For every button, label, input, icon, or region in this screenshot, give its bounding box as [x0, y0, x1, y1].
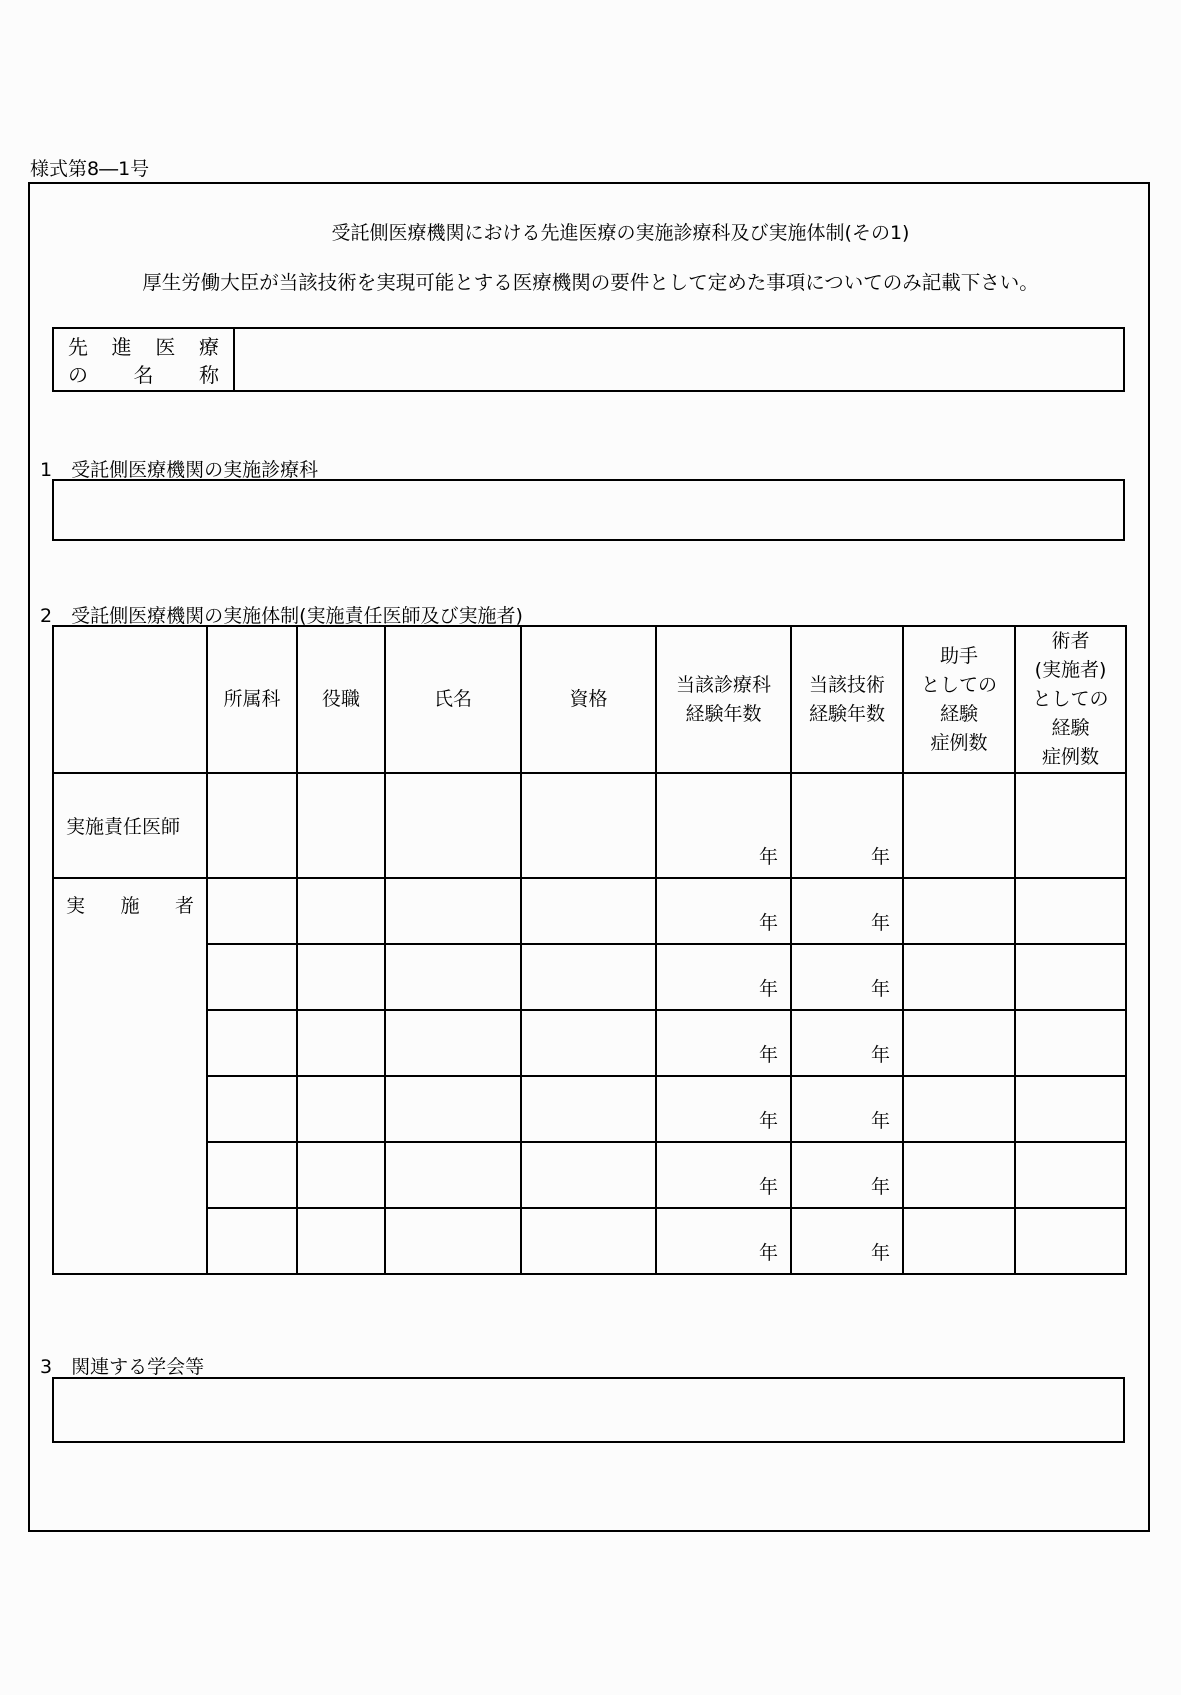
qualification-cell[interactable] — [521, 944, 656, 1010]
qualification-cell[interactable] — [521, 1208, 656, 1274]
related-societies-field[interactable] — [52, 1377, 1125, 1443]
tech-years-cell[interactable]: 年 — [791, 1142, 903, 1208]
qualification-cell[interactable] — [521, 773, 656, 878]
label-char: 名 — [133, 363, 154, 387]
technology-name-field[interactable] — [235, 329, 1123, 390]
technology-name-box — [52, 327, 1125, 392]
table-header-row — [53, 626, 1126, 773]
practitioner-row — [53, 1010, 1126, 1076]
header-dept-years: 当該診療科 経験年数 — [656, 626, 791, 773]
header-position: 役職 — [297, 626, 385, 773]
practitioners-label — [53, 878, 207, 1274]
position-cell[interactable] — [297, 1208, 385, 1274]
position-cell[interactable] — [297, 1076, 385, 1142]
department-cell[interactable] — [207, 1076, 297, 1142]
name-cell[interactable] — [385, 944, 521, 1010]
name-cell[interactable] — [385, 1142, 521, 1208]
header-role — [53, 626, 207, 773]
header-assistant-cases: 助手 としての 経験 症例数 — [903, 626, 1015, 773]
tech-years-cell[interactable]: 年 — [791, 1076, 903, 1142]
practitioner-row — [53, 878, 1126, 944]
assistant-cases-cell[interactable] — [903, 878, 1015, 944]
dept-years-cell[interactable]: 年 — [656, 944, 791, 1010]
lead-physician-row — [53, 773, 1126, 878]
department-cell[interactable] — [207, 1208, 297, 1274]
department-cell[interactable] — [207, 944, 297, 1010]
label-char: 進 — [111, 335, 132, 359]
assistant-cases-cell[interactable] — [903, 773, 1015, 878]
label-char: 者 — [174, 895, 194, 917]
position-cell[interactable] — [297, 1142, 385, 1208]
operator-cases-cell[interactable] — [1015, 773, 1126, 878]
label-char: 称 — [199, 363, 219, 387]
lead-physician-label: 実施責任医師 — [53, 773, 207, 878]
tech-years-cell[interactable]: 年 — [791, 1208, 903, 1274]
document-title: 受託側医療機関における先進医療の実施診療科及び実施体制(その1) — [331, 222, 910, 244]
department-cell[interactable] — [207, 1142, 297, 1208]
qualification-cell[interactable] — [521, 1010, 656, 1076]
tech-years-cell[interactable]: 年 — [791, 878, 903, 944]
operator-cases-cell[interactable] — [1015, 1076, 1126, 1142]
section2-heading: 2 受託側医療機関の実施体制(実施責任医師及び実施者) — [40, 605, 523, 627]
qualification-cell[interactable] — [521, 1076, 656, 1142]
operator-cases-cell[interactable] — [1015, 944, 1126, 1010]
name-cell[interactable] — [385, 878, 521, 944]
header-tech-years: 当該技術 経験年数 — [791, 626, 903, 773]
department-cell[interactable] — [207, 773, 297, 878]
position-cell[interactable] — [297, 944, 385, 1010]
section1-heading: 1 受託側医療機関の実施診療科 — [40, 459, 319, 481]
label-char: の — [68, 363, 88, 387]
operator-cases-cell[interactable] — [1015, 878, 1126, 944]
header-qualification: 資格 — [521, 626, 656, 773]
label-char: 医 — [155, 335, 176, 359]
department-field[interactable] — [52, 479, 1125, 541]
practitioner-row — [53, 1076, 1126, 1142]
label-char: 施 — [120, 895, 140, 917]
practitioner-row — [53, 1142, 1126, 1208]
document-instruction: 厚生労働大臣が当該技術を実現可能とする医療機関の要件として定めた事項についてのみ記載下さい。 — [142, 271, 1039, 294]
operator-cases-cell[interactable] — [1015, 1208, 1126, 1274]
dept-years-cell[interactable]: 年 — [656, 773, 791, 878]
operator-cases-cell[interactable] — [1015, 1010, 1126, 1076]
dept-years-cell[interactable]: 年 — [656, 1076, 791, 1142]
technology-name-label — [54, 329, 235, 390]
header-operator-cases: 術者 (実施者) としての 経験 症例数 — [1015, 626, 1126, 773]
label-char: 先 — [68, 335, 88, 359]
position-cell[interactable] — [297, 878, 385, 944]
practitioner-row — [53, 1208, 1126, 1274]
tech-years-cell[interactable]: 年 — [791, 944, 903, 1010]
assistant-cases-cell[interactable] — [903, 944, 1015, 1010]
name-cell[interactable] — [385, 1010, 521, 1076]
assistant-cases-cell[interactable] — [903, 1076, 1015, 1142]
dept-years-cell[interactable]: 年 — [656, 1010, 791, 1076]
dept-years-cell[interactable]: 年 — [656, 1142, 791, 1208]
label-char: 実 — [66, 895, 86, 917]
department-cell[interactable] — [207, 878, 297, 944]
assistant-cases-cell[interactable] — [903, 1142, 1015, 1208]
dept-years-cell[interactable]: 年 — [656, 1208, 791, 1274]
assistant-cases-cell[interactable] — [903, 1010, 1015, 1076]
name-cell[interactable] — [385, 1076, 521, 1142]
position-cell[interactable] — [297, 773, 385, 878]
practitioner-row — [53, 944, 1126, 1010]
assistant-cases-cell[interactable] — [903, 1208, 1015, 1274]
name-cell[interactable] — [385, 773, 521, 878]
section3-heading: 3 関連する学会等 — [40, 1356, 205, 1378]
tech-years-cell[interactable]: 年 — [791, 773, 903, 878]
dept-years-cell[interactable]: 年 — [656, 878, 791, 944]
qualification-cell[interactable] — [521, 878, 656, 944]
header-name: 氏名 — [385, 626, 521, 773]
position-cell[interactable] — [297, 1010, 385, 1076]
form-number: 様式第8―1号 — [30, 158, 150, 180]
label-char: 療 — [198, 335, 219, 359]
qualification-cell[interactable] — [521, 1142, 656, 1208]
tech-years-cell[interactable]: 年 — [791, 1010, 903, 1076]
department-cell[interactable] — [207, 1010, 297, 1076]
staffing-table — [52, 625, 1127, 1275]
header-department: 所属科 — [207, 626, 297, 773]
name-cell[interactable] — [385, 1208, 521, 1274]
operator-cases-cell[interactable] — [1015, 1142, 1126, 1208]
